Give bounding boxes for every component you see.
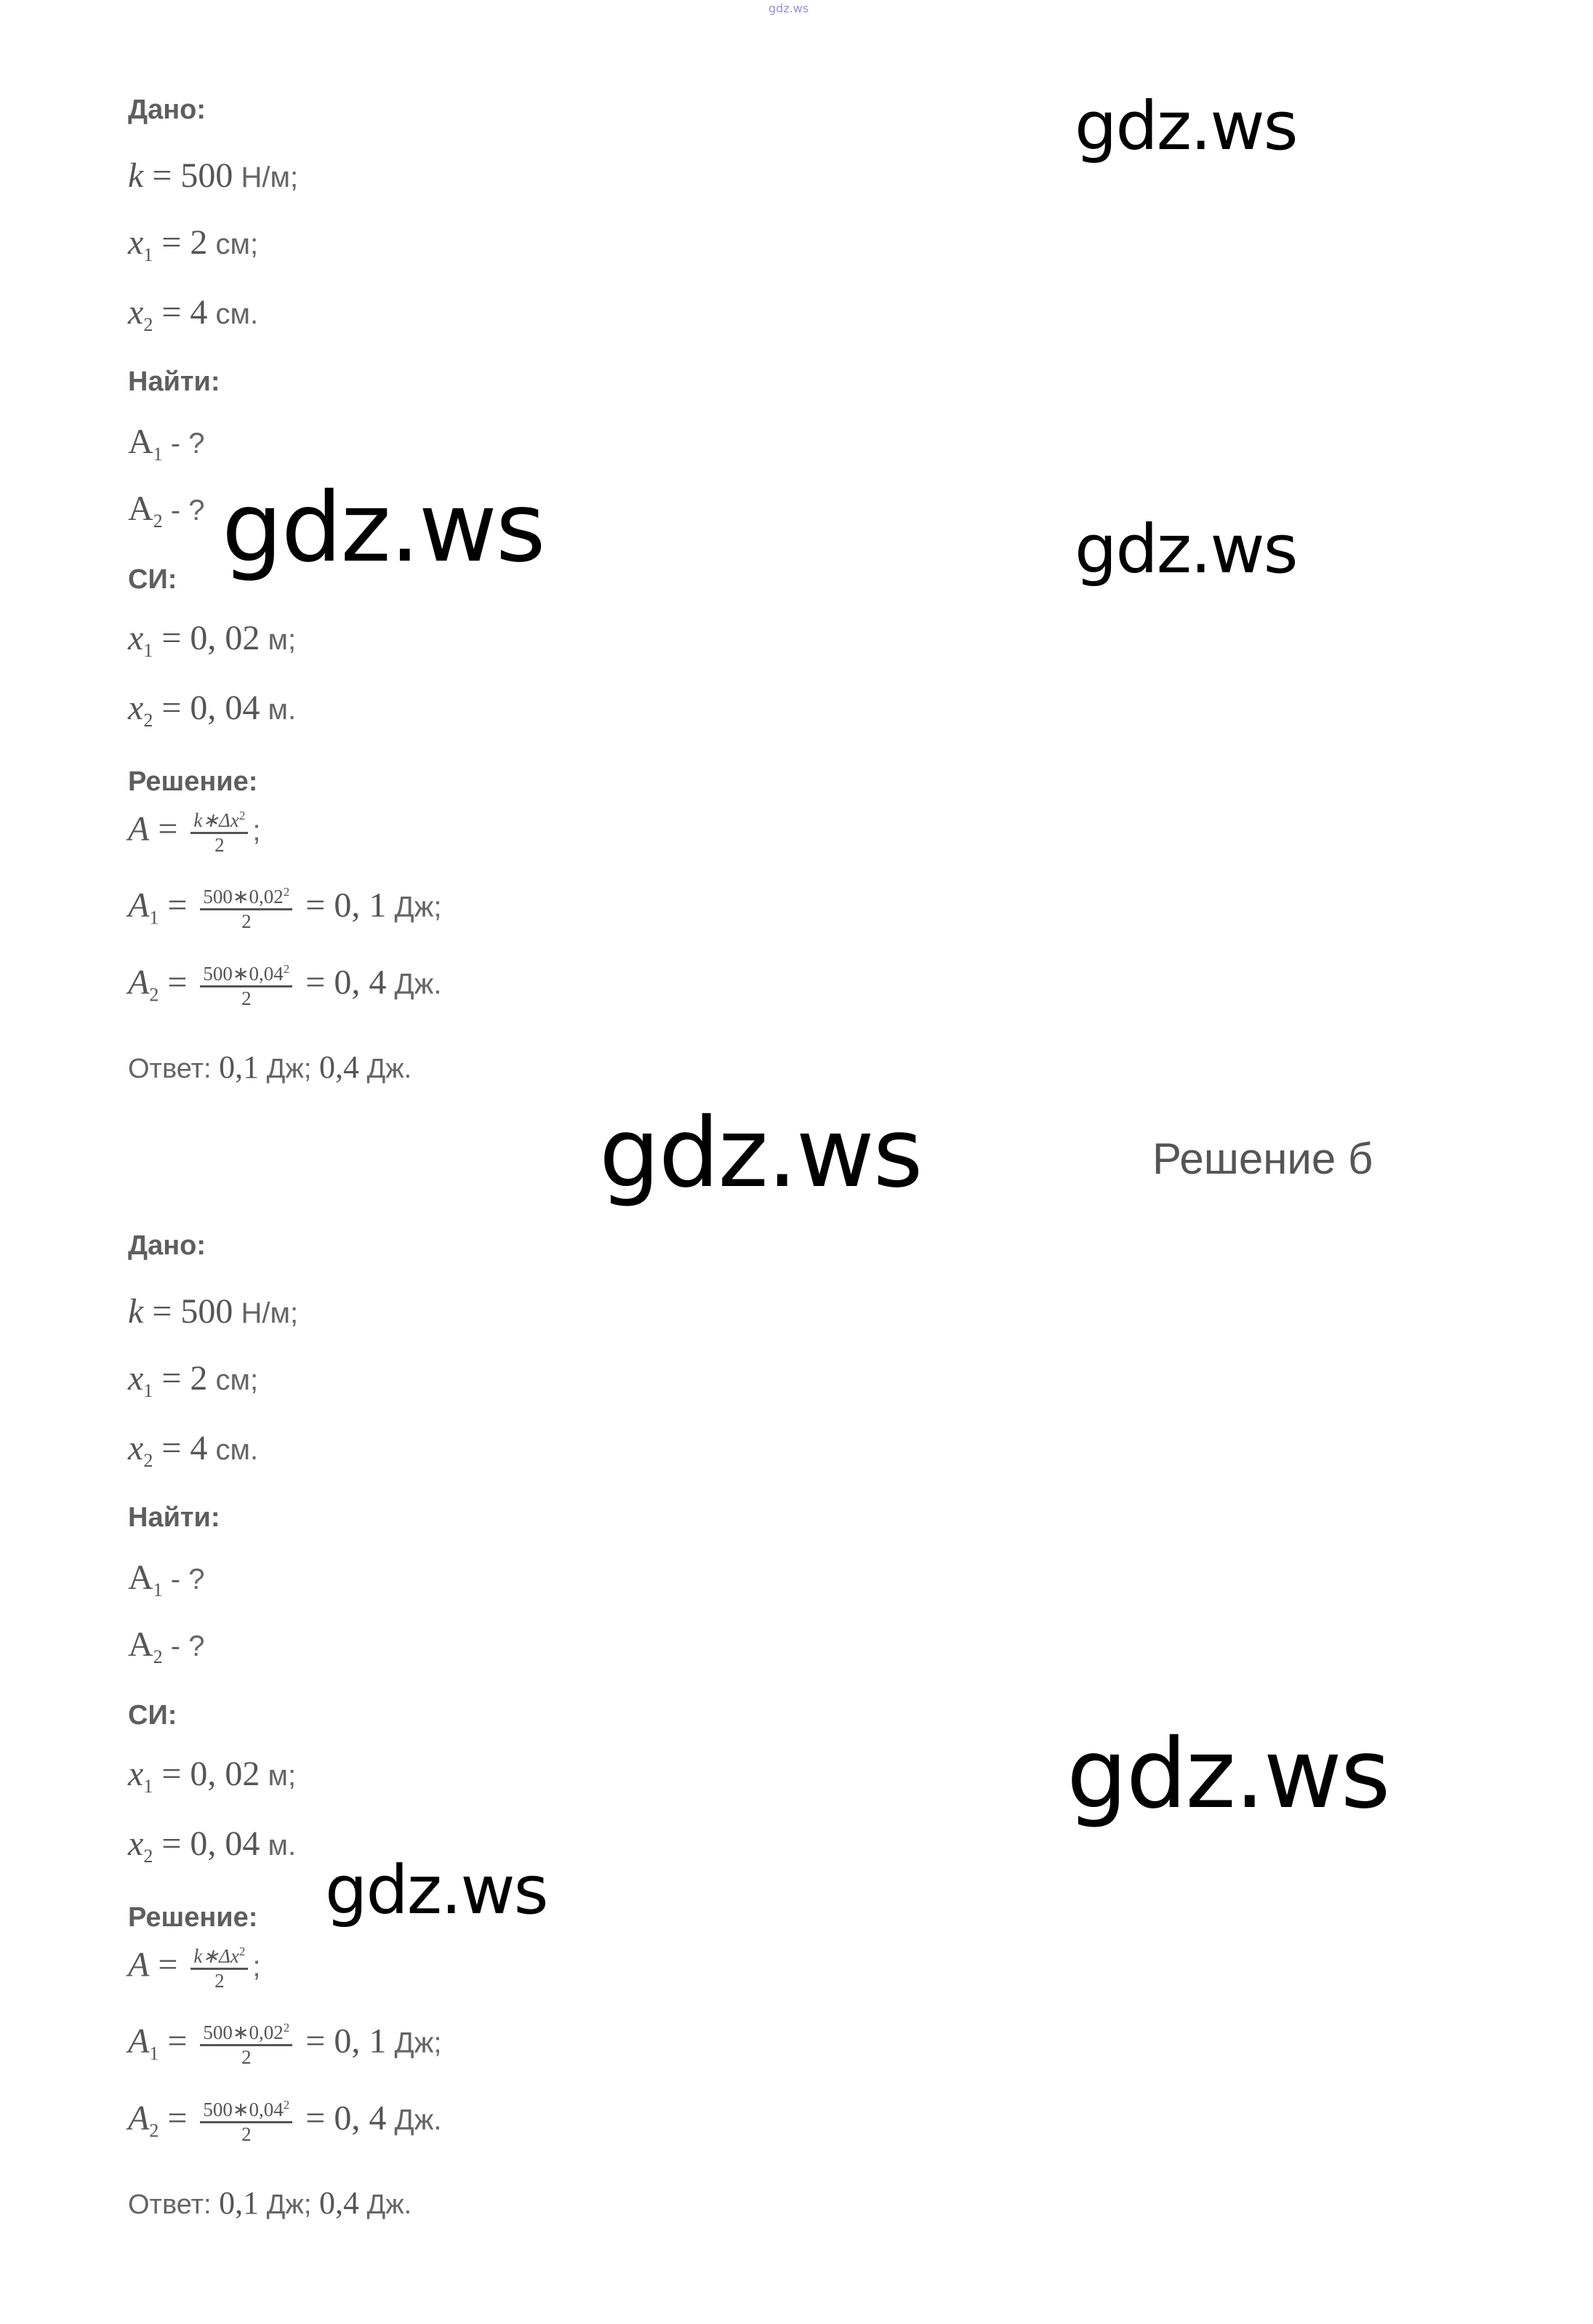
watermark: gdz.ws xyxy=(1075,510,1297,588)
find-label: Найти: xyxy=(128,366,220,397)
si-x2: $x_2 = 0$, 04 м. xyxy=(128,689,297,731)
formula-a1: $A_1$ = $\frac{500∗0,02^2}{2}$ = 0, 1 Дж; xyxy=(128,885,442,932)
find-label: Найти: xyxy=(128,1502,220,1533)
given-label: Дано: xyxy=(128,1230,206,1261)
watermark: gdz.ws xyxy=(1075,87,1297,165)
given-x1: $x_1 = 2$ см; xyxy=(128,1359,259,1401)
find-a2: $A_2$ - ? xyxy=(128,489,205,532)
given-label: Дано: xyxy=(128,95,206,125)
formula-a2: $A_2$ = $\frac{500∗0,04^2}{2}$ = 0, 4 Дж. xyxy=(128,962,442,1009)
given-x2: $x_2 = 4$ см. xyxy=(128,293,259,335)
find-a1: $A_1$ - ? xyxy=(128,422,205,465)
si-x1: $x_1 = 0$, 02 м; xyxy=(128,1755,297,1797)
formula-a1: $A_1$ = $\frac{500∗0,02^2}{2}$ = 0, 1 Дж; xyxy=(128,2021,442,2068)
find-a1: $A_1$ - ? xyxy=(128,1558,205,1600)
find-a2: $A_2$ - ? xyxy=(128,1625,205,1667)
watermark: gdz.ws xyxy=(1067,1718,1389,1830)
watermark: gdz.ws xyxy=(325,1851,547,1929)
si-label: СИ: xyxy=(128,564,177,595)
solution-label: Решение: xyxy=(128,1902,258,1933)
section-title-b: Решение б xyxy=(1152,1134,1373,1183)
si-x2: $x_2 = 0$, 04 м. xyxy=(128,1824,297,1867)
formula-a2: $A_2$ = $\frac{500∗0,04^2}{2}$ = 0, 4 Дж. xyxy=(128,2098,442,2145)
formula-work: A = $\frac{k∗\Delta x^2}{2}$ ; xyxy=(128,1944,261,1992)
watermark: gdz.ws xyxy=(222,472,545,584)
given-k: k = 500 Н/м; xyxy=(128,1292,299,1331)
given-x2: $x_2 = 4$ см. xyxy=(128,1429,259,1471)
given-x1: $x_1 = 2$ см; xyxy=(128,223,259,265)
watermark: gdz.ws xyxy=(599,1097,922,1209)
watermark-top: gdz.ws xyxy=(769,1,809,15)
formula-work: A = $\frac{k∗\Delta x^2}{2}$ ; xyxy=(128,809,261,856)
answer: Ответ: 0,1 Дж; 0,4 Дж. xyxy=(128,2185,412,2221)
given-k: k = 500 Н/м; xyxy=(128,156,299,195)
si-x1: $x_1 = 0$, 02 м; xyxy=(128,619,297,661)
solution-label: Решение: xyxy=(128,766,258,797)
answer: Ответ: 0,1 Дж; 0,4 Дж. xyxy=(128,1049,412,1085)
si-label: СИ: xyxy=(128,1700,177,1731)
